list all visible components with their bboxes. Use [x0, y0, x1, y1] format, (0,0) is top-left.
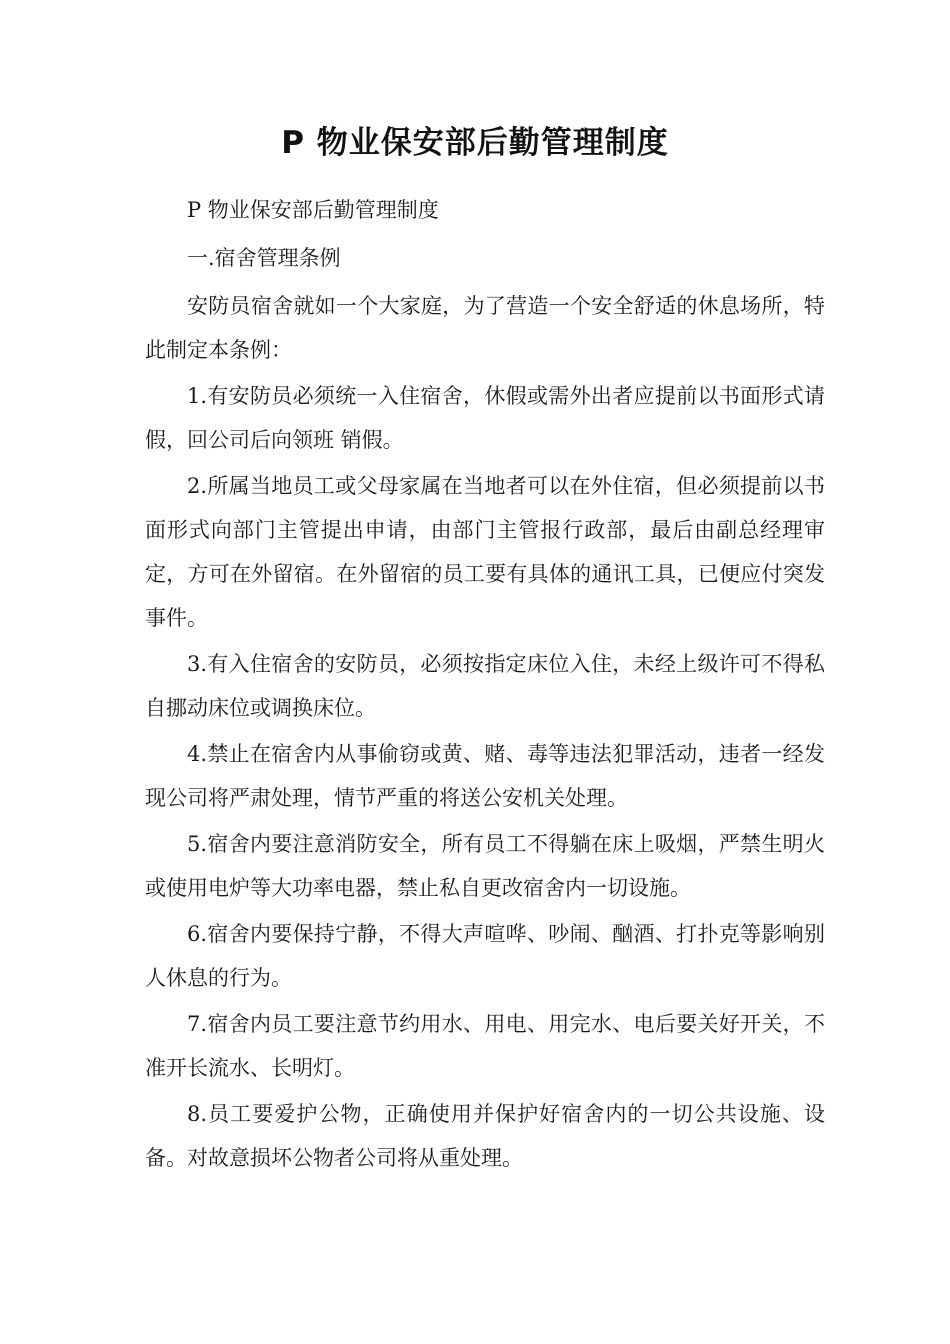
paragraph-rule-8: 8.员工要爱护公物，正确使用并保护好宿舍内的一切公共设施、设备。对故意损坏公物者公司将从重处理。 [145, 1102, 825, 1170]
paragraph-intro: 安防员宿舍就如一个大家庭，为了营造一个安全舒适的休息场所，特此制定本条例： [145, 294, 825, 362]
document-title: P 物业保安部后勤管理制度 [281, 125, 669, 161]
paragraph-rule-5: 5.宿舍内要注意消防安全，所有员工不得躺在床上吸烟，严禁生明火或使用电炉等大功率电器，禁止私自更改宿舍内一切设施。 [145, 832, 825, 900]
document-body [145, 188, 825, 1182]
paragraph-subtitle: P 物业保安部后勤管理制度 [187, 198, 439, 222]
paragraph-rule-7: 7.宿舍内员工要注意节约用水、用电、用完水、电后要关好开关，不准开长流水、长明灯。 [145, 1012, 825, 1080]
paragraph-rule-1: 1.有安防员必须统一入住宿舍，休假或需外出者应提前以书面形式请假，回公司后向领班 销假。 [145, 384, 825, 452]
paragraph-rule-2: 2.所属当地员工或父母家属在当地者可以在外住宿，但必须提前以书面形式向部门主管提出申请，由部门主管报行政部，最后由副总经理审定，方可在外留宿。在外留宿的员工要有具体的通讯工具，已便应付突发事件。 [145, 474, 825, 630]
paragraph-rule-4: 4.禁止在宿舍内从事偷窃或黄、赌、毒等违法犯罪活动，违者一经发现公司将严肃处理，情节严重的将送公安机关处理。 [145, 742, 825, 810]
paragraph-rule-3: 3.有入住宿舍的安防员，必须按指定床位入住，未经上级许可不得私自挪动床位或调换床位。 [145, 652, 825, 720]
paragraph-rule-6: 6.宿舍内要保持宁静，不得大声喧哗、吵闹、酗酒、打扑克等影响别人休息的行为。 [145, 922, 825, 990]
paragraph-section-heading: 一.宿舍管理条例 [187, 246, 341, 270]
